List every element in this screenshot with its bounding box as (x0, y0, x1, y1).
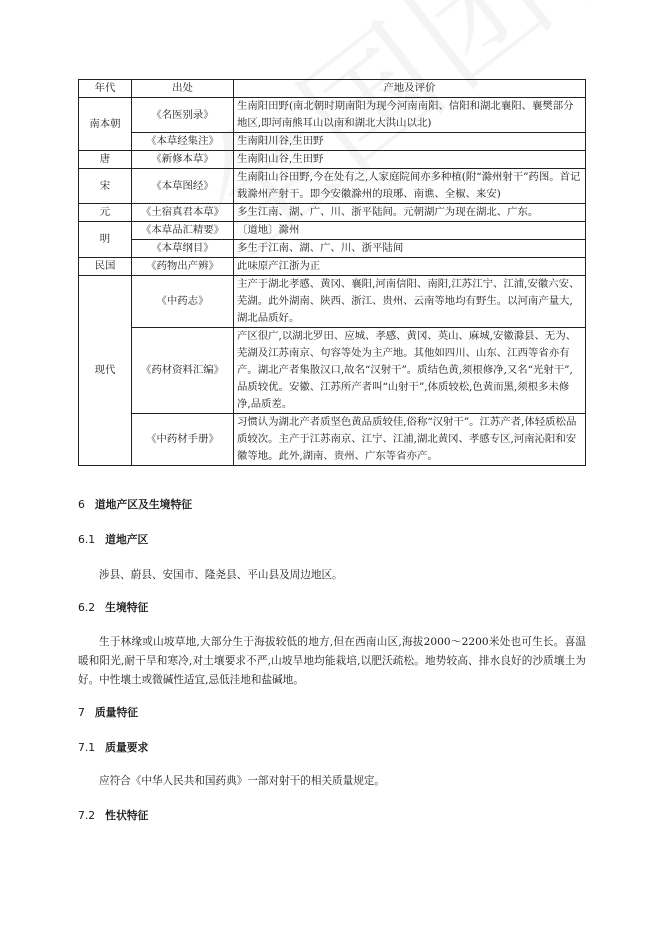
section-7-2-heading (78, 808, 148, 823)
source-cell: 《本草品汇精要》 (132, 222, 234, 240)
section-number: 7.2 (78, 809, 96, 822)
source-cell: 《土宿真君本草》 (132, 204, 234, 222)
section-title: 生境特征 (105, 601, 149, 614)
source-cell: 《中药志》 (132, 276, 234, 328)
header-source: 出处 (132, 80, 234, 98)
source-cell: 《本草经集注》 (132, 133, 234, 151)
section-6-1-text: 涉县、蔚县、安国市、隆尧县、平山县及周边地区。 (99, 569, 343, 581)
era-cell: 明 (79, 222, 132, 258)
table-row (79, 169, 586, 204)
era-cell: 现代 (79, 276, 132, 466)
table-header-row (79, 80, 586, 98)
section-7-1-text: 应符合《中华人民共和国药典》一部对射干的相关质量规定。 (99, 775, 386, 787)
table-row (79, 204, 586, 222)
section-number: 7.1 (78, 741, 96, 754)
table-row (79, 133, 586, 151)
desc-cell: 此味原产江浙为正 (234, 258, 586, 276)
section-7-heading (78, 705, 138, 720)
table-row (79, 151, 586, 169)
era-cell: 元 (79, 204, 132, 222)
section-number: 6.1 (78, 533, 96, 546)
source-cell: 《药材资料汇编》 (132, 328, 234, 414)
section-7-1-heading (78, 740, 148, 755)
section-6-2-heading (78, 600, 148, 615)
section-title: 质量特征 (94, 706, 139, 719)
table-row (79, 240, 586, 258)
era-cell: 民国 (79, 258, 132, 276)
desc-cell: 生南阳田野(南北朝时期南阳为现今河南南阳、信阳和湖北襄阳、襄樊部分地区,即河南熊耳山以南和湖北大洪山以北) (234, 98, 586, 133)
section-title: 性状特征 (105, 809, 149, 822)
table-row (79, 258, 586, 276)
table-row (79, 414, 586, 466)
section-number: 6.2 (78, 601, 96, 614)
era-cell: 唐 (79, 151, 132, 169)
desc-cell: 多生于江南、湖、广、川、浙平陆间 (234, 240, 586, 258)
desc-cell: 生南阳川谷,生田野 (234, 133, 586, 151)
source-cell: 《本草图经》 (132, 169, 234, 204)
era-cell: 宋 (79, 169, 132, 204)
header-era: 年代 (79, 80, 132, 98)
desc-cell: 主产于湖北孝感、黄冈、襄阳,河南信阳、南阳,江苏江宁、江浦,安徽六安、芜湖。此外湖南、陕西、浙江、贵州、云南等地均有野生。以河南产量大,湖北品质好。 (234, 276, 586, 328)
desc-cell: 生南阳山谷,生田野 (234, 151, 586, 169)
header-desc: 产地及评价 (234, 80, 586, 98)
section-number: 6 (78, 498, 85, 511)
source-cell: 《本草纲目》 (132, 240, 234, 258)
section-number: 7 (78, 706, 85, 719)
table-row (79, 98, 586, 133)
source-cell: 《新修本草》 (132, 151, 234, 169)
desc-cell: 多生江南、湖、广、川、浙平陆间。元朝湖广为现在湖北、广东。 (234, 204, 586, 222)
table-row (79, 328, 586, 414)
section-6-2-text: 生于林缘或山坡草地,大部分生于海拔较低的地方,但在西南山区,海拔2000～2200米处也可生长。喜温暖和阳光,耐干旱和寒冷,对土壤要求不严,山坡旱地均能栽培,以肥沃疏松。地势较高、排水良好的沙质壤土为好。中性壤土或微碱性适宜,忌低洼地和盐碱地。 (78, 636, 586, 686)
era-cell: 南本朝 (79, 98, 132, 151)
section-6-heading (78, 497, 192, 512)
section-6-1-heading (78, 532, 148, 547)
table-row (79, 276, 586, 328)
section-title: 道地产区及生境特征 (94, 498, 193, 511)
section-title: 道地产区 (105, 533, 149, 546)
source-cell: 《药物出产辨》 (132, 258, 234, 276)
source-cell: 《中药材手册》 (132, 414, 234, 466)
desc-cell: 生南阳山谷田野,今在处有之,人家庭院间亦多种植(附“滁州射干”药图。首记载滁州产射干。即今安徽滁州的琅琊、南谯、全椒、来安) (234, 169, 586, 204)
source-cell: 《名医别录》 (132, 98, 234, 133)
origin-table (78, 79, 586, 466)
desc-cell: 〔道地〕滁州 (234, 222, 586, 240)
section-title: 质量要求 (105, 741, 149, 754)
table-row (79, 222, 586, 240)
desc-cell: 习惯认为湖北产者质坚色黄品质较佳,俗称“汉射干”。江苏产者,体轻质松品质较次。主产于江苏南京、江宁、江浦,湖北黄冈、孝感专区,河南沁阳和安徽等地。此外,湖南、贵州、广东等省亦产。 (234, 414, 586, 466)
desc-cell: 产区很广,以湖北罗田、应城、孝感、黄冈、英山、麻城,安徽滁县、无为、芜湖及江苏南京、句容等处为主产地。其他如四川、山东、江西等省亦有产。湖北产者集散汉口,故名“汉射干”。质结色黄,须根修净,又名“光射干”,品质较优。安徽、江苏所产者叫“山射干”,体质较松,色黄而黑,须根多未修净,品质差。 (234, 328, 586, 414)
